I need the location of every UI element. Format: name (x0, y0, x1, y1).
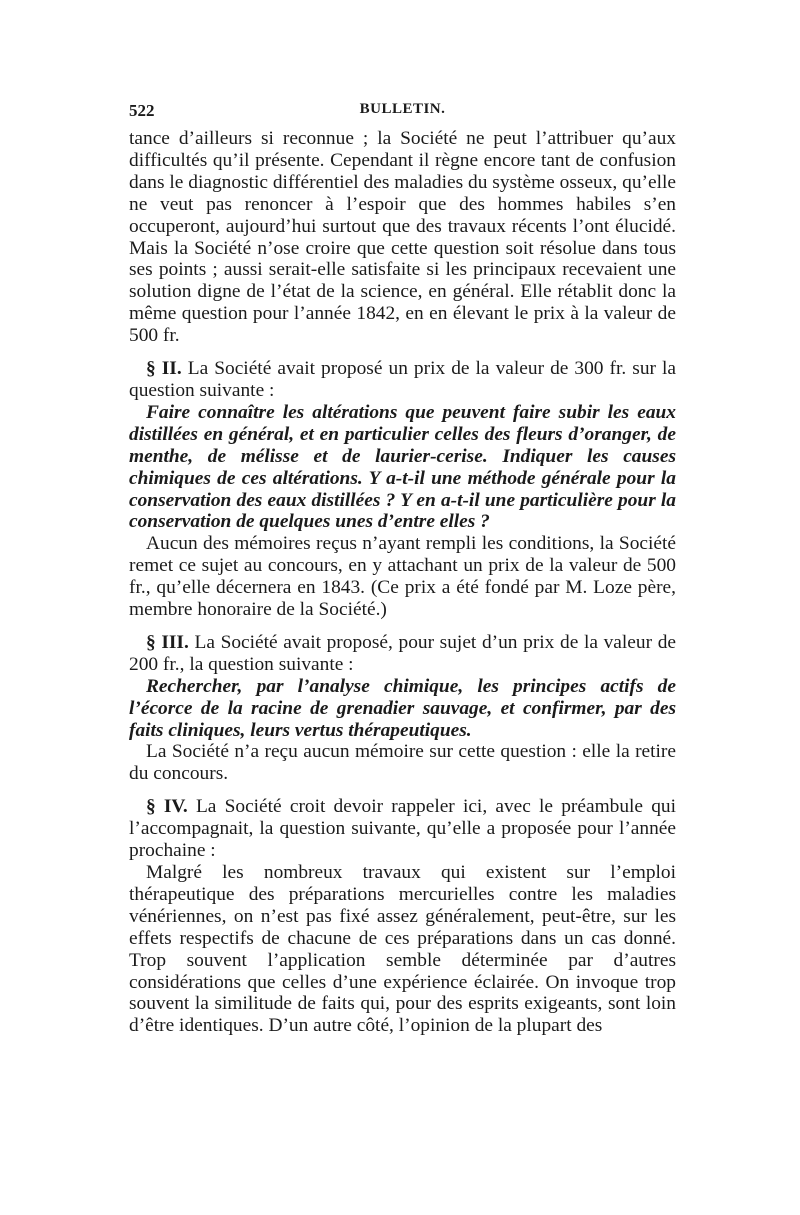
section-4-intro (129, 796, 676, 862)
section-2-result: Aucun des mémoires reçus n’ayant rempli les conditions, la Société remet ce sujet au concours, en y attachant un prix de la valeur de 500 fr., qu’elle décernera en 1843. (Ce prix a été fondé par M. Loze père, membre honoraire de la Société.) (129, 533, 676, 621)
running-title: BULLETIN. (359, 101, 446, 117)
section-4-text: La Société croit devoir rappeler ici, avec le préambule qui l’accompagnait, la question suivante, qu’elle a proposée pour l’année prochaine : (129, 796, 676, 862)
section-3-question: Rechercher, par l’analyse chimique, les principes actifs de l’écorce de la racine de grenadier sauvage, et confirmer, par des faits cliniques, leurs vertus thérapeutiques. (129, 675, 676, 741)
section-2-text: La Société avait proposé un prix de la valeur de 300 fr. sur la question suivante : (129, 358, 677, 401)
section-2-intro (129, 358, 676, 402)
page-body (129, 128, 676, 1037)
page-header (129, 101, 676, 125)
paragraph-continuation: tance d’ailleurs si reconnue ; la Société ne peut l’attribuer qu’aux difficultés qu’il présente. Cependant il règne encore tant de confusion dans le diagnostic différentiel des maladies du système osseux, qu’elle ne veut pas renoncer à l’espoir que des hommes habiles s’en occuperont, aujourd’hui surtout que des travaux récents l’ont élucidé. Mais la Société n’ose croire que cette question soit résolue dans tous ses points ; aussi serait-elle satisfaite si les principaux recevaient une solution digne de l’état de la science, en général. Elle rétablit donc la même question pour l’année 1842, en en élevant le prix à la valeur de 500 fr. (129, 128, 676, 347)
section-4-label: § IV. (146, 796, 188, 818)
section-3-text: La Société avait proposé, pour sujet d’un prix de la valeur de 200 fr., la question suivante : (129, 631, 676, 675)
section-3-intro (129, 632, 676, 676)
section-4-preamble: Malgré les nombreux travaux qui existent sur l’emploi thérapeutique des préparations mercurielles contre les maladies vénériennes, on n’est pas fixé assez généralement, peut-être, sur les effets respectifs de chacune de ces préparations dans un cas donné. Trop souvent l’application semble déterminée par d’autres considérations que celles d’une expérience éclairée. On invoque trop souvent la similitude de faits qui, pour des esprits exigeants, sont loin d’être identiques. D’un autre côté, l’opinion de la plupart des (129, 862, 676, 1037)
page-number: 522 (129, 101, 155, 120)
section-3-label: § III. (146, 631, 189, 653)
section-3-result: La Société n’a reçu aucun mémoire sur cette question : elle la retire du concours. (129, 741, 676, 785)
section-2-label: § II. (146, 358, 182, 380)
section-2-question: Faire connaître les altérations que peuvent faire subir les eaux distillées en général, et en particulier celles des fleurs d’oranger, de menthe, de mélisse et de laurier-cerise. Indiquer les causes chimiques de ces altérations. Y a-t-il une méthode générale pour la conservation des eaux distillées ? Y en a-t-il une particulière pour la conservation de quelques unes d’entre elles ? (129, 401, 676, 533)
